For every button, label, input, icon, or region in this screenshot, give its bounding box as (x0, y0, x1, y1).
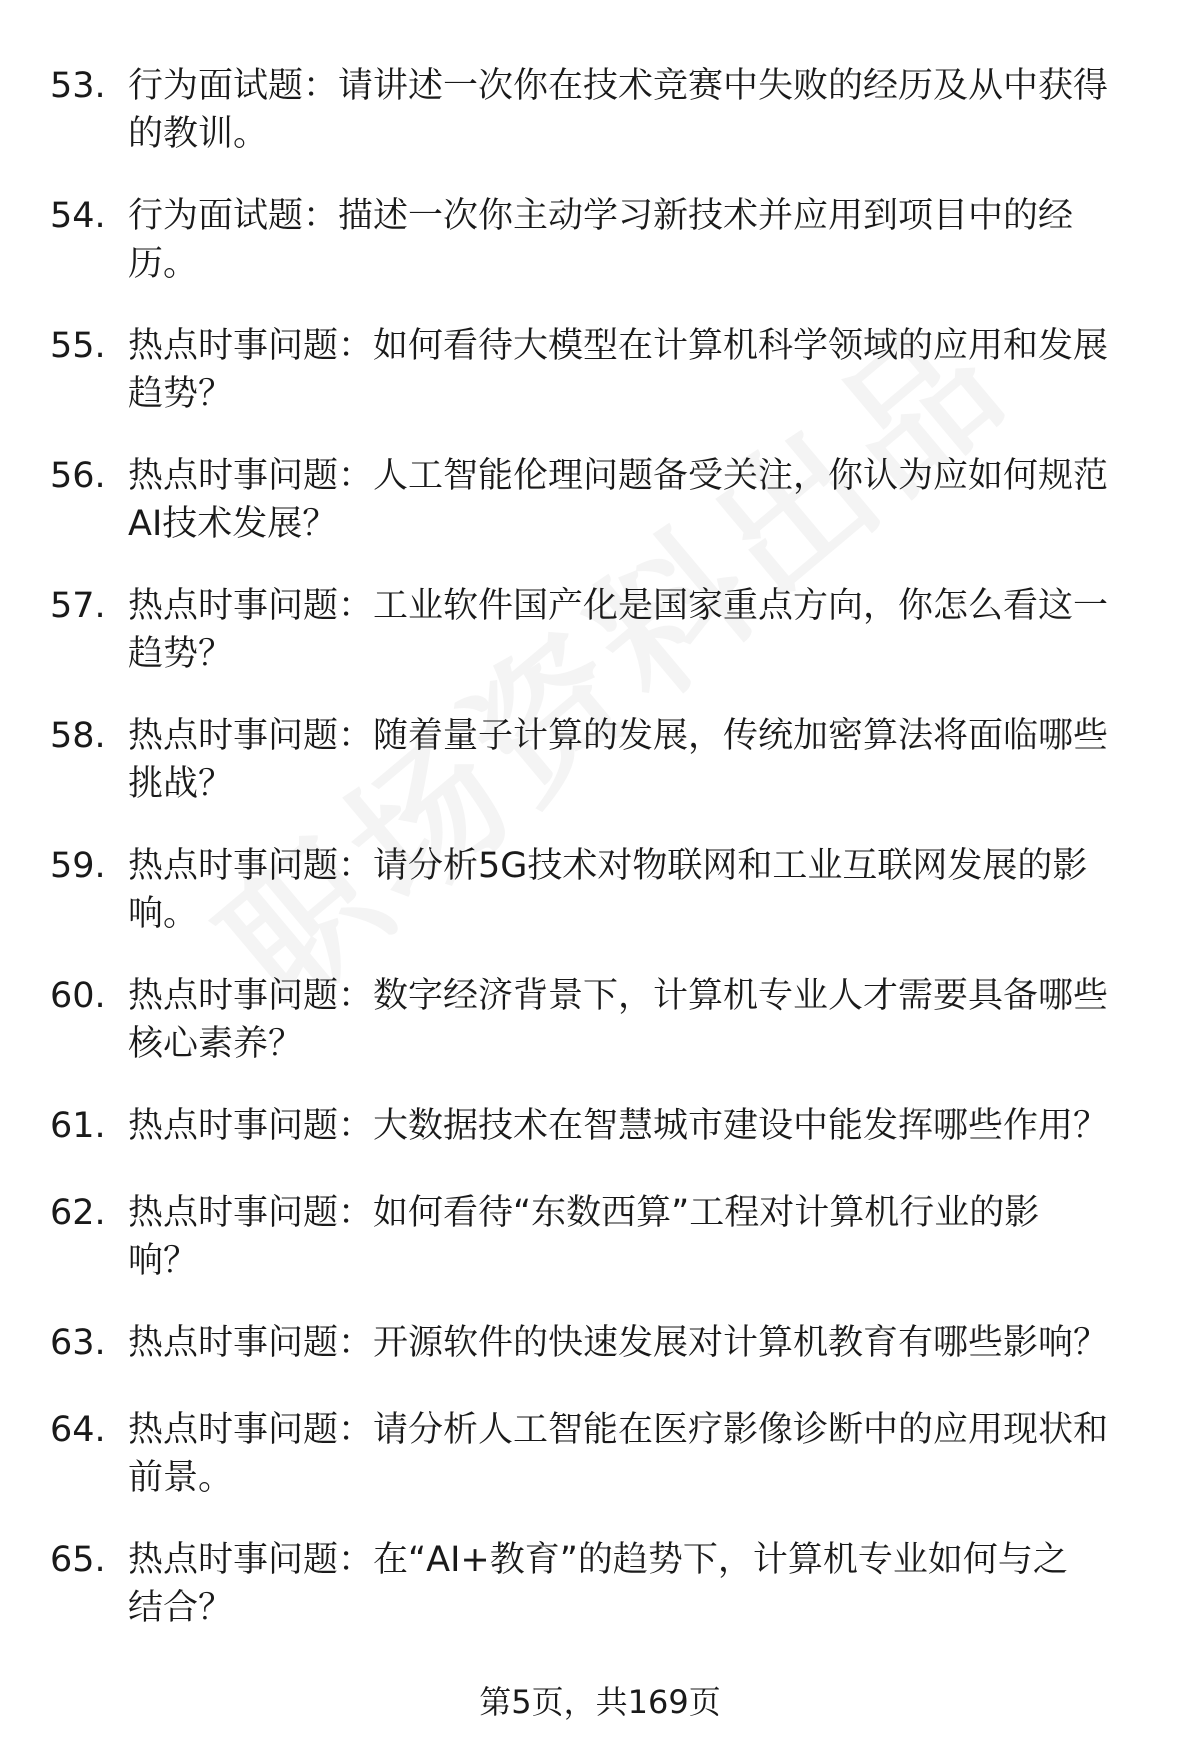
question-number: 61. (50, 1106, 106, 1146)
question-text: 行为面试题：描述一次你主动学习新技术并应用到项目中的经 历。 (128, 196, 1074, 284)
question-number: 58. (50, 716, 106, 756)
question-text: 热点时事问题：大数据技术在智慧城市建设中能发挥哪些作用？ (128, 1106, 1109, 1146)
question-text: 热点时事问题：如何看待大模型在计算机科学领域的应用和发展 趋势？ (128, 326, 1109, 414)
question-text: 热点时事问题：随着量子计算的发展，传统加密算法将面临哪些 挑战？ (128, 716, 1109, 804)
question-number: 59. (50, 846, 106, 886)
question-text: 行为面试题：请讲述一次你在技术竞赛中失败的经历及从中获得 的教训。 (128, 66, 1109, 154)
question-number: 55. (50, 326, 106, 366)
question-number: 54. (50, 196, 106, 236)
question-number: 53. (50, 66, 106, 106)
question-text: 热点时事问题：工业软件国产化是国家重点方向，你怎么看这一 趋势？ (128, 586, 1109, 674)
question-text: 热点时事问题：在“AI+教育”的趋势下，计算机专业如何与之 结合？ (128, 1540, 1068, 1628)
question-number: 60. (50, 976, 106, 1016)
question-number: 64. (50, 1410, 106, 1450)
question-text: 热点时事问题：如何看待“东数西算”工程对计算机行业的影 响？ (128, 1193, 1040, 1281)
question-number: 56. (50, 456, 106, 496)
question-text: 热点时事问题：请分析人工智能在医疗影像诊断中的应用现状和 前景。 (128, 1410, 1109, 1498)
question-number: 62. (50, 1193, 106, 1233)
question-text: 热点时事问题：人工智能伦理问题备受关注，你认为应如何规范 AI技术发展？ (128, 456, 1109, 544)
question-text: 热点时事问题：开源软件的快速发展对计算机教育有哪些影响？ (128, 1323, 1109, 1363)
question-text: 热点时事问题：请分析5G技术对物联网和工业互联网发展的影 响。 (128, 846, 1088, 934)
question-text: 热点时事问题：数字经济背景下，计算机专业人才需要具备哪些 核心素养？ (128, 976, 1109, 1064)
page-footer: 第5页，共169页 (479, 1683, 721, 1721)
question-number: 57. (50, 586, 106, 626)
question-number: 65. (50, 1540, 106, 1580)
question-number: 63. (50, 1323, 106, 1363)
